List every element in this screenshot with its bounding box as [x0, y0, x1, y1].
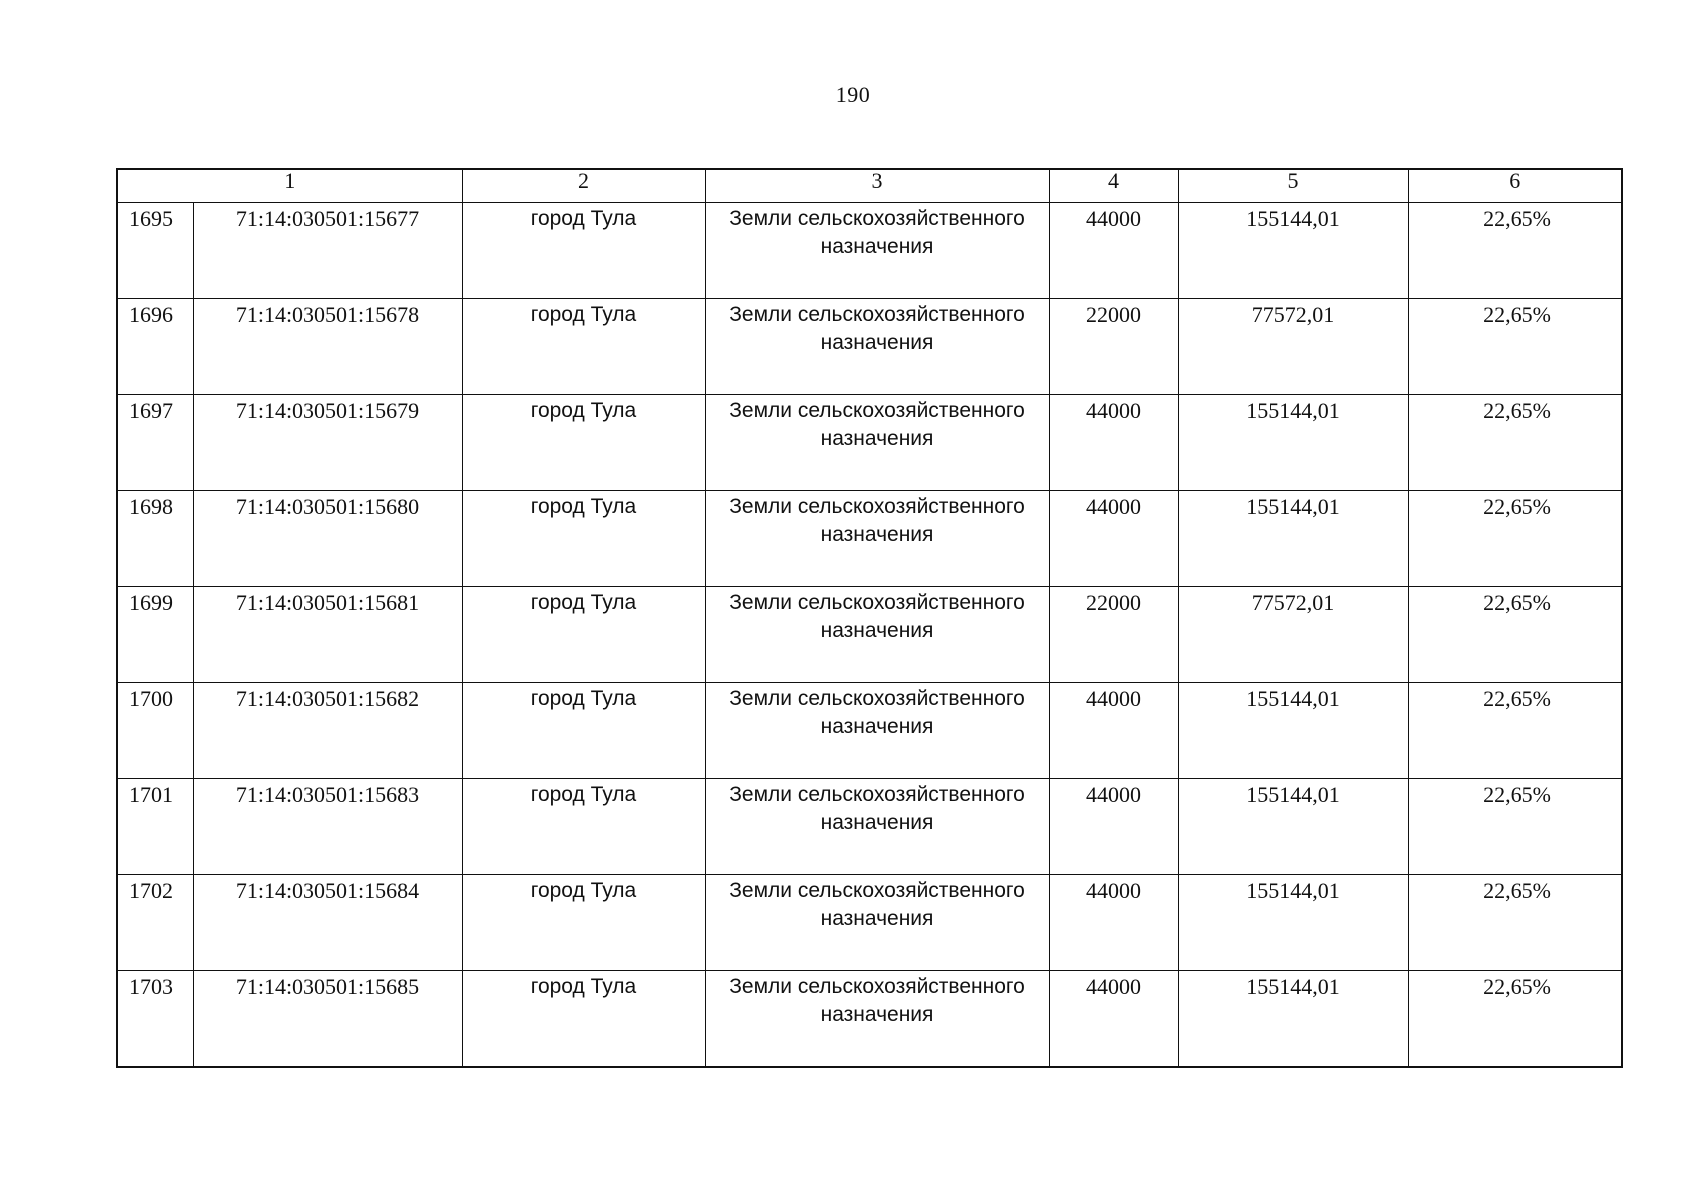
cadastral-number: 71:14:030501:15684	[193, 875, 462, 971]
table-row	[117, 203, 1622, 299]
land-category: Земли сельскохозяйственного назначения	[705, 203, 1049, 299]
location: город Тула	[462, 779, 705, 875]
area: 22000	[1049, 299, 1178, 395]
cadastral-number: 71:14:030501:15678	[193, 299, 462, 395]
rate: 22,65%	[1408, 683, 1622, 779]
column-header-4: 4	[1049, 169, 1178, 203]
row-number: 1701	[117, 779, 193, 875]
cadastral-number: 71:14:030501:15685	[193, 971, 462, 1068]
cadastral-value: 155144,01	[1178, 395, 1408, 491]
land-category: Земли сельскохозяйственного назначения	[705, 587, 1049, 683]
row-number: 1697	[117, 395, 193, 491]
cadastral-value: 155144,01	[1178, 491, 1408, 587]
rate: 22,65%	[1408, 299, 1622, 395]
column-number-row	[117, 169, 1622, 203]
cadastral-value: 155144,01	[1178, 971, 1408, 1068]
location: город Тула	[462, 299, 705, 395]
location: город Тула	[462, 971, 705, 1068]
cadastral-number: 71:14:030501:15680	[193, 491, 462, 587]
column-header-3: 3	[705, 169, 1049, 203]
area: 44000	[1049, 203, 1178, 299]
column-header-2: 2	[462, 169, 705, 203]
location: город Тула	[462, 203, 705, 299]
row-number: 1698	[117, 491, 193, 587]
cadastral-number: 71:14:030501:15682	[193, 683, 462, 779]
cadastral-number: 71:14:030501:15681	[193, 587, 462, 683]
table-row	[117, 779, 1622, 875]
area: 44000	[1049, 971, 1178, 1068]
land-category: Земли сельскохозяйственного назначения	[705, 683, 1049, 779]
rate: 22,65%	[1408, 587, 1622, 683]
table-row	[117, 395, 1622, 491]
cadastral-number: 71:14:030501:15677	[193, 203, 462, 299]
row-number: 1695	[117, 203, 193, 299]
rate: 22,65%	[1408, 203, 1622, 299]
cadastral-value: 155144,01	[1178, 683, 1408, 779]
location: город Тула	[462, 395, 705, 491]
area: 44000	[1049, 875, 1178, 971]
column-header-5: 5	[1178, 169, 1408, 203]
area: 44000	[1049, 491, 1178, 587]
land-register-table	[116, 168, 1623, 1068]
rate: 22,65%	[1408, 875, 1622, 971]
row-number: 1702	[117, 875, 193, 971]
row-number: 1696	[117, 299, 193, 395]
table-row	[117, 587, 1622, 683]
rate: 22,65%	[1408, 779, 1622, 875]
area: 44000	[1049, 395, 1178, 491]
row-number: 1700	[117, 683, 193, 779]
location: город Тула	[462, 491, 705, 587]
table-row	[117, 491, 1622, 587]
table-row	[117, 875, 1622, 971]
cadastral-value: 155144,01	[1178, 875, 1408, 971]
rate: 22,65%	[1408, 491, 1622, 587]
land-category: Земли сельскохозяйственного назначения	[705, 875, 1049, 971]
rate: 22,65%	[1408, 971, 1622, 1068]
location: город Тула	[462, 683, 705, 779]
row-number: 1699	[117, 587, 193, 683]
column-header-6: 6	[1408, 169, 1622, 203]
table-row	[117, 299, 1622, 395]
cadastral-number: 71:14:030501:15679	[193, 395, 462, 491]
table-row	[117, 683, 1622, 779]
cadastral-value: 77572,01	[1178, 299, 1408, 395]
land-category: Земли сельскохозяйственного назначения	[705, 395, 1049, 491]
cadastral-value: 77572,01	[1178, 587, 1408, 683]
location: город Тула	[462, 587, 705, 683]
land-category: Земли сельскохозяйственного назначения	[705, 779, 1049, 875]
page-number: 190	[835, 82, 871, 107]
area: 22000	[1049, 587, 1178, 683]
column-header-1: 1	[117, 169, 462, 203]
land-category: Земли сельскохозяйственного назначения	[705, 299, 1049, 395]
cadastral-value: 155144,01	[1178, 203, 1408, 299]
row-number: 1703	[117, 971, 193, 1068]
table-row	[117, 971, 1622, 1068]
area: 44000	[1049, 779, 1178, 875]
cadastral-number: 71:14:030501:15683	[193, 779, 462, 875]
area: 44000	[1049, 683, 1178, 779]
land-category: Земли сельскохозяйственного назначения	[705, 491, 1049, 587]
location: город Тула	[462, 875, 705, 971]
rate: 22,65%	[1408, 395, 1622, 491]
cadastral-value: 155144,01	[1178, 779, 1408, 875]
land-category: Земли сельскохозяйственного назначения	[705, 971, 1049, 1068]
